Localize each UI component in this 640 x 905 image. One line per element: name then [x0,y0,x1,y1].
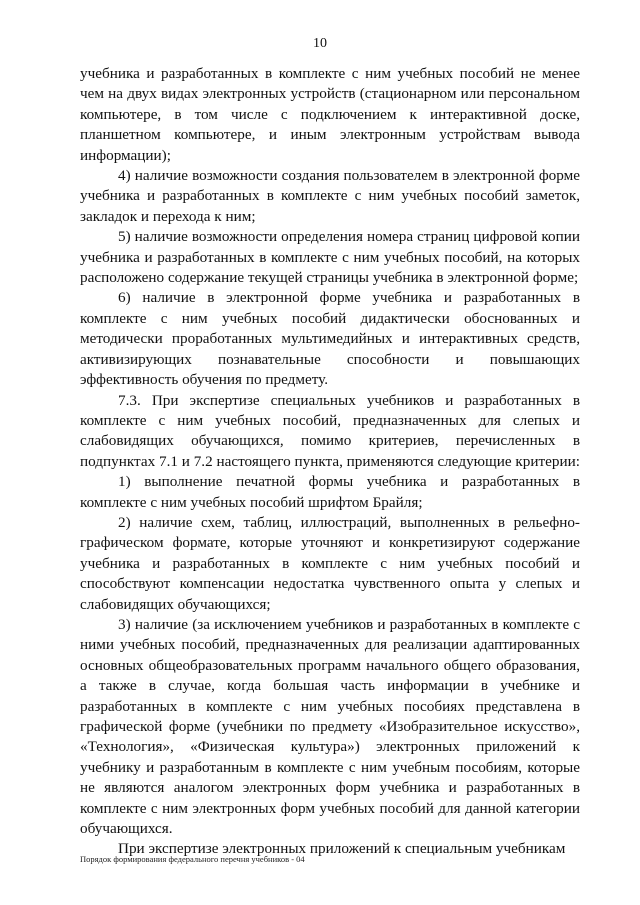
paragraph-continuation: учебника и разработанных в комплекте с ним учебных пособий не менее чем на двух видах электронных устройств (стационарном или персональном компьютере, в том числе с подключением к интерактивной доске, планшетном компьютере, и иным электронным устройствам вывода информации); [80,65,580,164]
paragraph-final: При экспертизе электронных приложений к специальным учебникам [118,840,566,858]
document-footer: Порядок формирования федерального перечня учебников - 04 [80,854,305,864]
page-number: 10 [313,36,327,51]
paragraph-criterion-2: 2) наличие схем, таблиц, иллюстраций, выполненных в рельефно-графическом формате, которые уточняют и конкретизируют содержание учебника и разработанных в комплекте с ним учебных пособий и способствуют компенсации недостатка чувственного опыта у слепых и слабовидящих обучающихся; [80,513,580,613]
document-body [80,64,580,860]
paragraph-item-5: 5) наличие возможности определения номера страниц цифровой копии учебника и разработанных в комплекте с ним учебных пособий, на которых расположено содержание текущей страницы учебника в электронной форме; [80,228,580,287]
paragraph-item-6: 6) наличие в электронной форме учебника и разработанных в комплекте с ним учебных пособий дидактически обоснованных и методически проработанных мультимедийных и интерактивных средств, активизирующих познавательные способности и повышающих эффективность обучения по предмету. [80,289,580,389]
paragraph-criterion-3: 3) наличие (за исключением учебников и разработанных в комплекте с ними учебных пособий, предназначенных для реализации адаптированных основных общеобразовательных программ начального общего образования, а также в случае, когда большая часть информации в учебнике и разработанных в комплекте с ним учебных пособиях представлена в графической форме (учебники по предмету «Изобразительное искусство», «Технология», «Физическая культура») электронных приложений к учебнику и разработанным в комплекте с ним учебным пособиям, которые не являются аналогом электронных форм учебника и разработанных в комплекте с ним электронных форм учебных пособий для данной категории обучающихся. [80,615,580,838]
paragraph-criterion-1: 1) выполнение печатной формы учебника и разработанных в комплекте с ним учебных пособий шрифтом Брайля; [80,473,580,511]
paragraph-item-4: 4) наличие возможности создания пользователем в электронной форме учебника и разработанных в комплекте с ним учебных пособий заметок, закладок и перехода к ним; [80,167,580,225]
paragraph-section-7-3: 7.3. При экспертизе специальных учебников и разработанных в комплекте с ним учебных пособий, предназначенных для слепых и слабовидящих обучающихся, помимо критериев, перечисленных в подпунктах 7.1 и 7.2 настоящего пункта, применяются следующие критерии: [80,391,580,470]
